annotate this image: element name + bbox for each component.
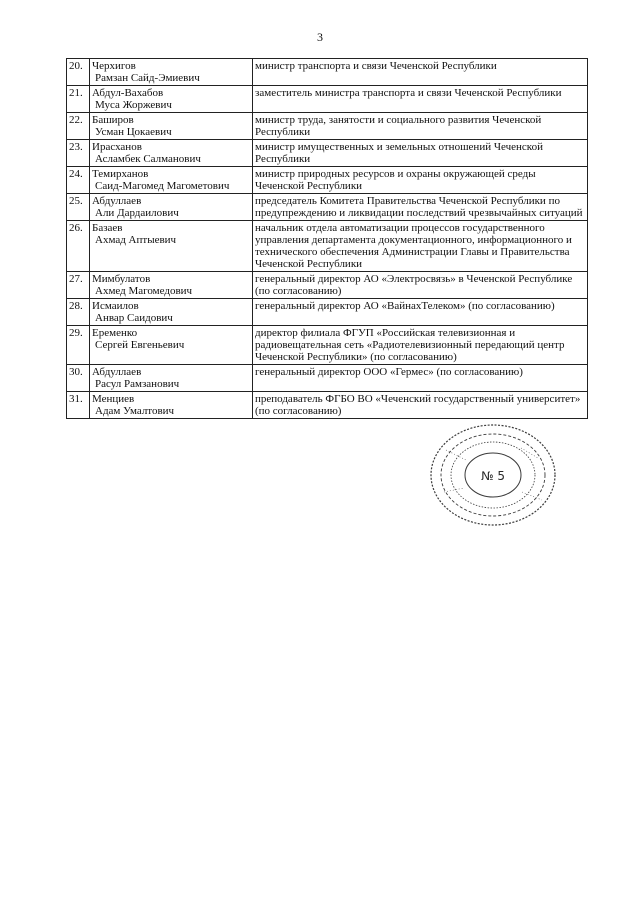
table-row (67, 194, 588, 221)
member-position: министр природных ресурсов и охраны окружающей среды Чеченской Республики (253, 167, 588, 194)
table-row (67, 59, 588, 86)
row-number: 28. (67, 299, 90, 326)
table-row (67, 167, 588, 194)
given-name: Асламбек Салманович (95, 153, 201, 165)
row-number: 25. (67, 194, 90, 221)
member-name (90, 194, 253, 221)
member-position: министр труда, занятости и социального развития Чеченской Республики (253, 113, 588, 140)
members-table-body (67, 59, 588, 419)
member-name (90, 59, 253, 86)
row-number: 26. (67, 221, 90, 272)
member-name (90, 365, 253, 392)
surname: Абдуллаев (92, 366, 142, 378)
given-name: Саид-Магомед Магометович (95, 180, 230, 192)
surname: Темирханов (92, 168, 149, 180)
member-position: генеральный директор АО «ВайнахТелеком» (по согласованию) (253, 299, 588, 326)
member-position: заместитель министра транспорта и связи Чеченской Республики (253, 86, 588, 113)
given-name: Муса Жоржевич (95, 99, 172, 111)
given-name: Анвар Саидович (95, 312, 173, 324)
surname: Абдуллаев (92, 195, 142, 207)
surname: Абдул-Вахабов (92, 87, 164, 99)
given-name: Али Дардаилович (95, 207, 179, 219)
official-stamp (426, 420, 560, 530)
row-number: 23. (67, 140, 90, 167)
row-number: 31. (67, 392, 90, 419)
surname: Исмаилов (92, 300, 139, 312)
page-number: 3 (317, 30, 323, 44)
member-name (90, 392, 253, 419)
row-number: 20. (67, 59, 90, 86)
surname: Еременко (92, 327, 138, 339)
surname: Базаев (92, 222, 123, 234)
table-row (67, 140, 588, 167)
stamp-number: № 5 (481, 469, 505, 483)
member-name (90, 326, 253, 365)
member-position: министр транспорта и связи Чеченской Республики (253, 59, 588, 86)
table-row (67, 113, 588, 140)
members-table (66, 58, 588, 419)
row-number: 27. (67, 272, 90, 299)
row-number: 22. (67, 113, 90, 140)
table-row (67, 392, 588, 419)
member-position: начальник отдела автоматизации процессов государственного управления департамента документационного, информационного и технического обеспечения Администрации Главы и Правительства Чеченской Республики (253, 221, 588, 272)
member-name (90, 221, 253, 272)
given-name: Расул Рамзанович (95, 378, 180, 390)
member-name (90, 140, 253, 167)
table-row (67, 365, 588, 392)
member-position: преподаватель ФГБО ВО «Чеченский государственный университет» (по согласованию) (253, 392, 588, 419)
given-name: Ахмад Аптыевич (95, 234, 177, 246)
row-number: 29. (67, 326, 90, 365)
member-name (90, 299, 253, 326)
member-name (90, 113, 253, 140)
surname: Черхигов (92, 60, 136, 72)
member-position: директор филиала ФГУП «Российская телевизионная и радиовещательная сеть «Радиотелевизионный передающий центр Чеченской Республики» (по согласованию) (253, 326, 588, 365)
row-number: 30. (67, 365, 90, 392)
table-row (67, 221, 588, 272)
table-row (67, 326, 588, 365)
member-position: председатель Комитета Правительства Чеченской Республики по предупреждению и ликвидации последствий чрезвычайных ситуаций (253, 194, 588, 221)
table-row (67, 86, 588, 113)
given-name: Сергей Евгеньевич (95, 339, 185, 351)
table-row (67, 299, 588, 326)
member-position: генеральный директор ООО «Гермес» (по согласованию) (253, 365, 588, 392)
row-number: 24. (67, 167, 90, 194)
given-name: Адам Умалтович (95, 405, 175, 417)
surname: Мимбулатов (92, 273, 151, 285)
row-number: 21. (67, 86, 90, 113)
table-row (67, 272, 588, 299)
member-position: министр имущественных и земельных отношений Чеченской Республики (253, 140, 588, 167)
surname: Ирасханов (92, 141, 142, 153)
given-name: Усман Цокаевич (95, 126, 172, 138)
surname: Менциев (92, 393, 135, 405)
member-name (90, 86, 253, 113)
member-position: генеральный директор АО «Электросвязь» в Чеченской Республике (по согласованию) (253, 272, 588, 299)
given-name: Ахмед Магомедович (95, 285, 193, 297)
member-name (90, 167, 253, 194)
given-name: Рамзан Сайд-Эмиевич (95, 72, 200, 84)
member-name (90, 272, 253, 299)
surname: Баширов (92, 114, 134, 126)
